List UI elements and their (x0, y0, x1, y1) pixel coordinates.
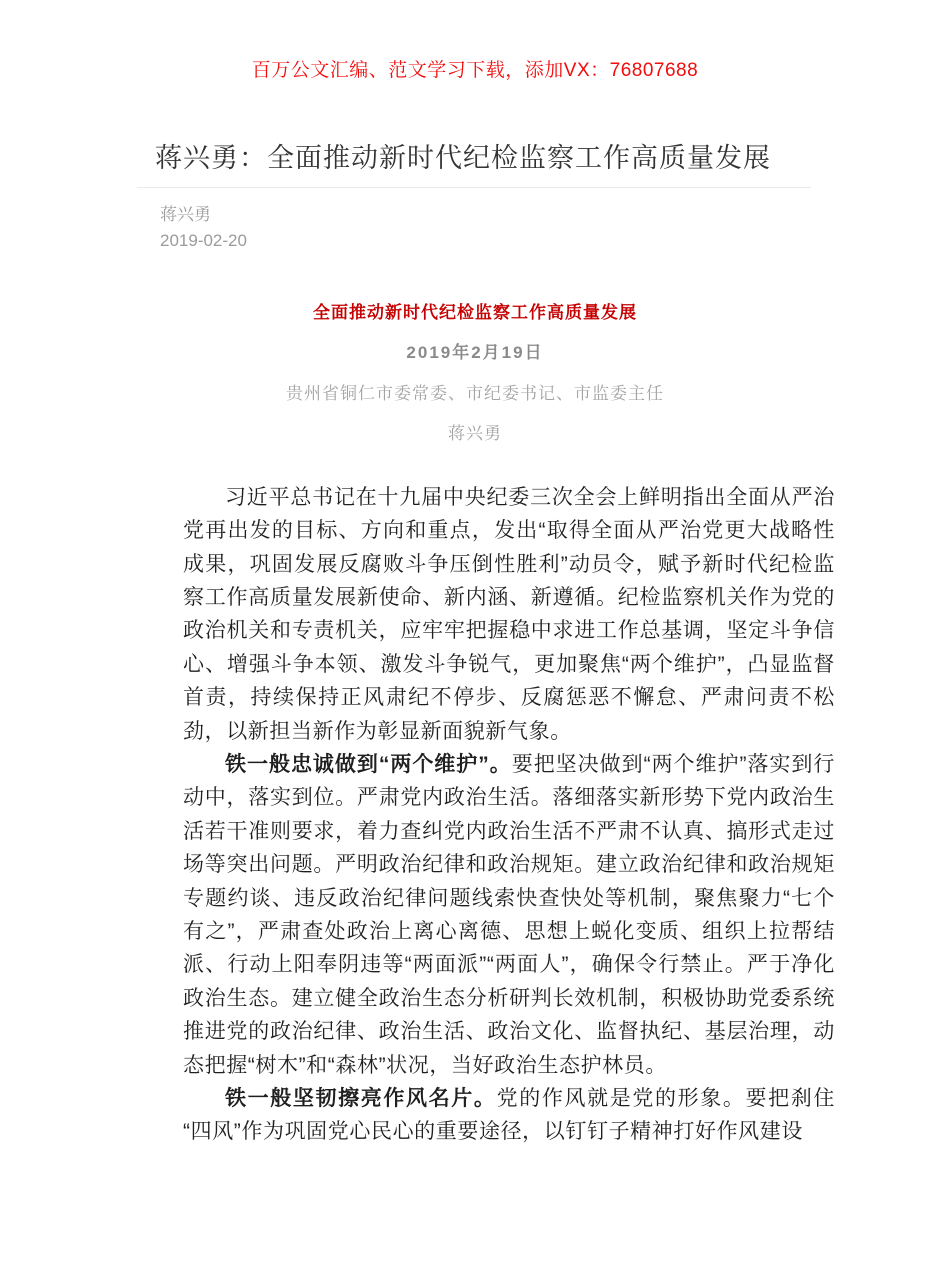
meta-publish-date: 2019-02-20 (160, 230, 247, 250)
paragraph-text: 习近平总书记在十九届中央纪委三次全会上鲜明指出全面从严治党再出发的目标、方向和重点，发出“取得全面从严治党更大战略性成果，巩固发展反腐败斗争压倒性胜利”动员令，赋予新时代纪检监察工作高质量发展新使命、新内涵、新遵循。纪检监察机关作为党的政治机关和专责机关，应牢牢把握稳中求进工作总基调，坚定斗争信心、增强斗争本领、激发斗争锐气，更加聚焦“两个维护”，凸显监督首责，持续保持正风肃纪不停步、反腐惩恶不懈怠、严肃问责不松劲，以新担当新作为彰显新面貌新气象。 (183, 485, 835, 743)
body-paragraph (183, 1082, 835, 1149)
paragraph-text: 党的作风就是党的形象。要把刹住“四风”作为巩固党心民心的重要途径，以钉钉子精神打好作风建设 (183, 1087, 836, 1144)
title-divider (137, 187, 811, 188)
article-byline-title: 贵州省铜仁市委常委、市纪委书记、市监委主任 (286, 383, 664, 403)
page-title: 蒋兴勇：全面推动新时代纪检监察工作高质量发展 (155, 143, 771, 173)
paragraph-lead: 铁一般忠诚做到“两个维护”。 (225, 753, 512, 776)
article-date: 2019年2月19日 (406, 342, 544, 362)
article-heading: 全面推动新时代纪检监察工作高质量发展 (313, 302, 637, 322)
article-byline-name: 蒋兴勇 (448, 423, 502, 443)
article-body (183, 481, 835, 1279)
paragraph-text: 要把坚决做到“两个维护”落实到行动中，落实到位。严肃党内政治生活。落细落实新形势下党内政治生活若干准则要求，着力查纠党内政治生活不严肃不认真、搞形式走过场等突出问题。严明政治纪律和政治规矩。建立政治纪律和政治规矩专题约谈、违反政治纪律问题线索快查快处等机制，聚焦聚力“七个有之”，严肃查处政治上离心离德、思想上蜕化变质、组织上拉帮结派、行动上阳奉阴违等“两面派”“两面人”，确保令行禁止。严于净化政治生态。建立健全政治生态分析研判长效机制，积极协助党委系统推进党的政治纪律、政治生活、政治文化、监督执纪、基层治理，动态把握“树木”和“森林”状况，当好政治生态护林员。 (183, 753, 835, 1077)
promo-notice: 百万公文汇编、范文学习下载，添加VX：76807688 (251, 60, 699, 81)
article-meta (160, 202, 950, 254)
body-paragraph (183, 748, 835, 1082)
meta-author: 蒋兴勇 (160, 204, 211, 224)
body-paragraph (183, 481, 835, 748)
paragraph-lead: 铁一般坚韧擦亮作风名片。 (225, 1087, 497, 1111)
